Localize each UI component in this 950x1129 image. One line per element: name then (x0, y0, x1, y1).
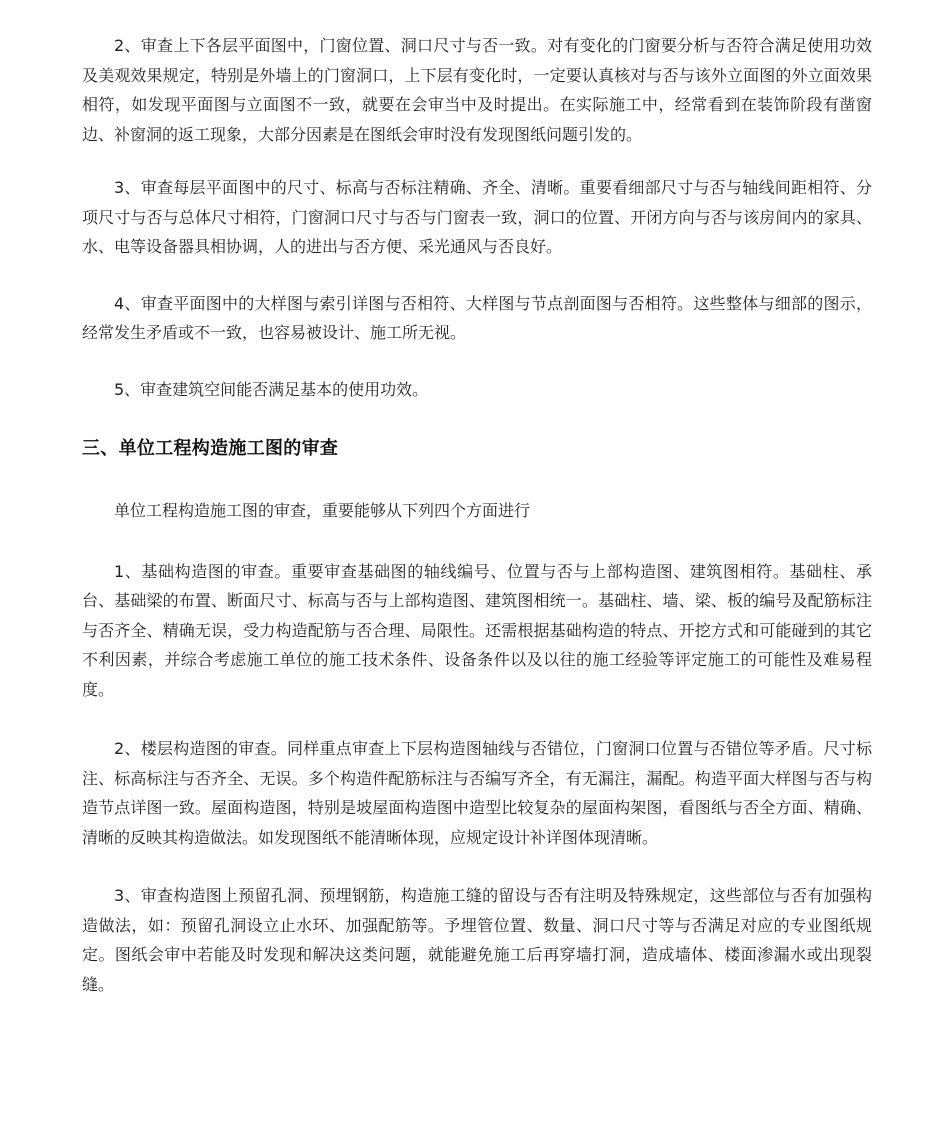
paragraph-section2-item5: 5、审查建筑空间能否满足基本的使用功效。 (114, 379, 429, 399)
paragraph-section3-item3: 3、审查构造图上预留孔洞、预埋钢筋，构造施工缝的留设与否有注明及特殊规定，这些部位与否有加强构造做法，如：预留孔洞设立止水环、加强配筋等。予埋管位置、数量、洞口尺寸等与否满足对应的专业图纸规定。图纸会审中若能及时发现和解决这类问题，就能避免施工后再穿墙打洞，造成墙体、楼面渗漏水或出现裂缝。 (82, 886, 872, 994)
section3-intro: 单位工程构造施工图的审查，重要能够从下列四个方面进行 (114, 501, 531, 520)
paragraph-section2-item4: 4、审查平面图中的大样图与索引详图与否相符、大样图与节点剖面图与否相符。这些整体与细部的图示，经常发生矛盾或不一致，也容易被设计、施工所无视。 (82, 293, 872, 342)
paragraph-section2-item3: 3、审查每层平面图中的尺寸、标高与否标注精确、齐全、清晰。重要看细部尺寸与否与轴线间距相符、分项尺寸与否与总体尺寸相符，门窗洞口尺寸与否与门窗表一致，洞口的位置、开闭方向与否与该房间内的家具、水、电等设备器具相协调，人的进出与否方便、采光通风与否良好。 (82, 178, 872, 256)
paragraph-section2-item2: 2、审查上下各层平面图中，门窗位置、洞口尺寸与否一致。对有变化的门窗要分析与否符合满足使用功效及美观效果规定，特别是外墙上的门窗洞口，上下层有变化时，一定要认真核对与否与该外立面图的外立面效果相符，如发现平面图与立面图不一致，就要在会审当中及时提出。在实际施工中，经常看到在装饰阶段有凿窗边、补窗洞的返工现象，大部分因素是在图纸会审时没有发现图纸问题引发的。 (82, 36, 872, 144)
paragraph-section3-item2: 2、楼层构造图的审查。同样重点审查上下层构造图轴线与否错位，门窗洞口位置与否错位等矛盾。尺寸标注、标高标注与否齐全、无误。多个构造件配筋标注与否编写齐全，有无漏注，漏配。构造平面大样图与否与构造节点详图一致。屋面构造图，特别是坡屋面构造图中造型比较复杂的屋面构架图，看图纸与否全方面、精确、清晰的反映其构造做法。如发现图纸不能清晰体现，应规定设计补详图体现清晰。 (82, 739, 872, 847)
paragraph-section3-item1: 1、基础构造图的审查。重要审查基础图的轴线编号、位置与否与上部构造图、建筑图相符。基础柱、承台、基础梁的布置、断面尺寸、标高与否与上部构造图、建筑图相统一。基础柱、墙、梁、板的编号及配筋标注与否齐全、精确无误，受力构造配筋与否合理、局限性。还需根据基础构造的特点、开挖方式和可能碰到的其它不利因素，并综合考虑施工单位的施工技术条件、设备条件以及以往的施工经验等评定施工的可能性及难易程度。 (82, 561, 872, 699)
section3-heading: 三、单位工程构造施工图的审查 (82, 438, 339, 459)
document-page (82, 31, 872, 999)
